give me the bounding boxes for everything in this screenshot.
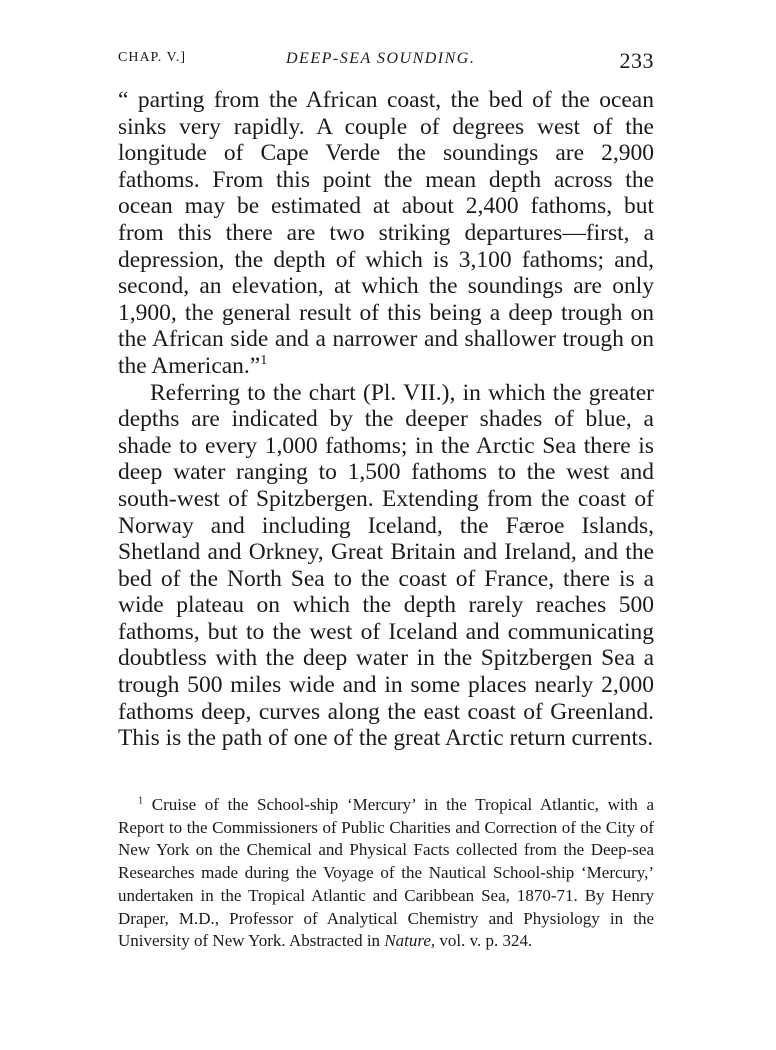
footnote-marker: 1 (138, 795, 144, 807)
footnote (118, 794, 654, 953)
running-title: DEEP-SEA SOUNDING. (286, 50, 476, 67)
paragraph-quote-text: “ parting from the African coast, the bed of the ocean sinks very rapidly. A couple of degrees west of the longitude of Cape Verde the soundings are 2,900 fathoms. From this point the mean depth across the ocean may be estimated at about 2,400 fathoms, but from this there are two striking departures—first, a depression, the depth of which is 3,100 fathoms; and, second, an elevation, at which the soundings are only 1,900, the general result of this being a deep trough on the African side and a narrower and shallower trough on the American.” (118, 87, 654, 379)
footnote-journal-title: Nature, (384, 931, 436, 951)
paragraph-chart: Referring to the chart (Pl. VII.), in which the greater depths are indicated by the deeper shades of blue, a shade to every 1,000 fathoms; in the Arctic Sea there is deep water ranging to 1,500 fathoms to the west and south-west of Spitzbergen. Extending from the coast of Norway and including Iceland, the Færoe Islands, Shetland and Orkney, Great Britain and Ireland, and the bed of the North Sea to the coast of France, there is a wide plateau on which the depth rarely reaches 500 fathoms, but to the west of Iceland and communicating doubtless with the deep water in the Spitzbergen Sea a trough 500 miles wide and in some places nearly 2,000 fathoms deep, curves along the east coast of Greenland. This is the path of one of the great Arctic return currents. (118, 379, 654, 752)
footnote-paragraph (118, 794, 654, 953)
paragraph-quote (118, 87, 654, 380)
chapter-label: CHAP. V.] (118, 50, 187, 65)
footnote-citation: vol. v. p. 324. (439, 931, 533, 951)
footnote-text: Cruise of the School-ship ‘Mercury’ in the Tropical Atlantic, with a Report to the Commissioners of Public Charities and Correction of the City of New York on the Chemical and Physical Facts collected from the Deep-sea Researches made during the Voyage of the Nautical School-ship ‘Mercury,’ undertaken in the Tropical Atlantic and Caribbean Sea, 1870-71. By Henry Draper, M.D., Professor of Analytical Chemistry and Physiology in the University of New York. Abstracted in (118, 795, 655, 951)
footnote-reference: 1 (260, 352, 268, 369)
running-header (118, 50, 654, 74)
main-text (118, 87, 654, 752)
page-number: 233 (619, 48, 654, 73)
